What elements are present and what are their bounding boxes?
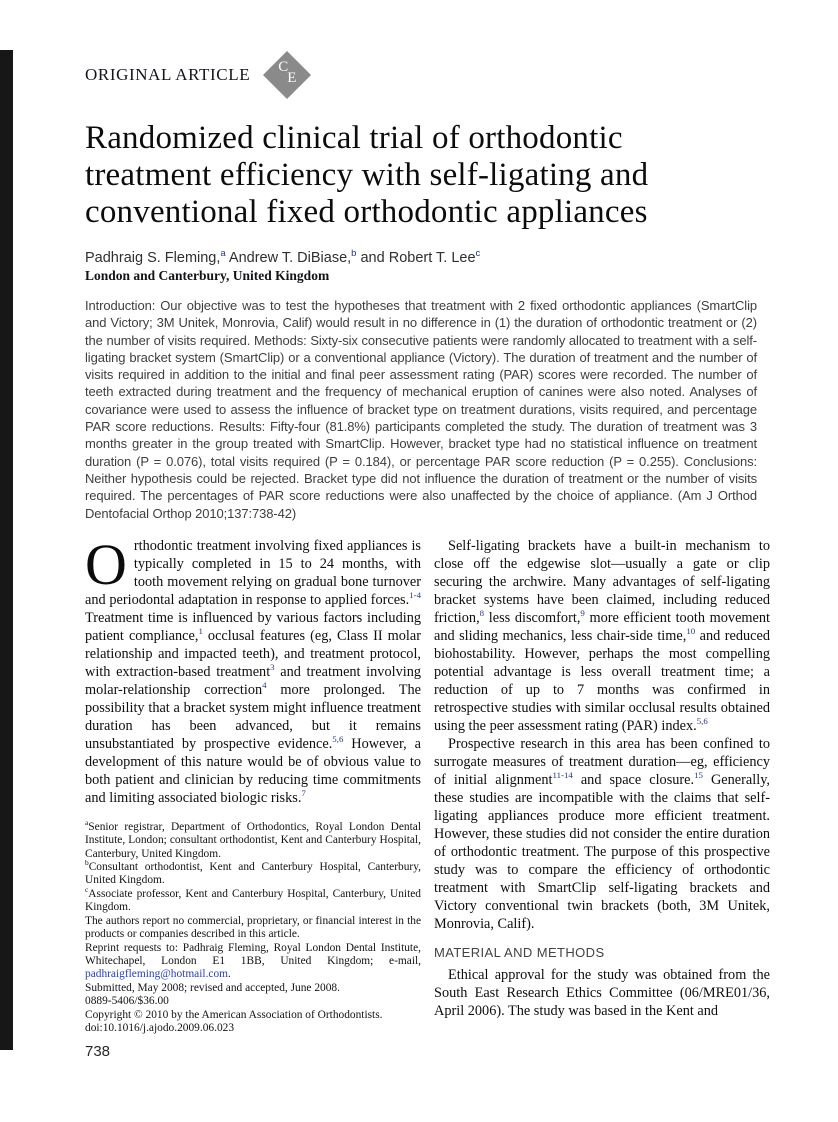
footnote-reprint-requests: Reprint requests to: Padhraig Fleming, Royal London Dental Institute, Whitechapel, London E1 1BB, United Kingdom; e-mail, padhraigfleming@hotmail.com. [85, 941, 421, 981]
footnote-affiliation-b: $^b$Consultant orthodontist, Kent and Canterbury Hospital, Canterbury, United Kingdom. [85, 858, 421, 887]
reference-superscript: 10 [686, 626, 696, 637]
reference-superscript: 3 [270, 662, 275, 673]
left-column [85, 531, 421, 1061]
footnote-affiliation-a: $^a$Senior registrar, Department of Orthodontics, Royal London Dental Institute, London; consultant orthodontist, Kent and Canterbury Hospital, Canterbury, United Kingdom. [85, 818, 421, 860]
intro-paragraph [85, 531, 421, 807]
footnote-copyright: Copyright © 2010 by the American Association of Orthodontists. [85, 1008, 383, 1021]
reference-superscript: 9 [580, 608, 585, 619]
reference-superscript: 1 [198, 626, 203, 637]
author-name: and Robert T. Lee [356, 250, 476, 266]
author-name: Andrew T. DiBiase, [225, 250, 352, 266]
author-affiliation-mark: c [475, 248, 481, 260]
reference-superscript: b [85, 858, 89, 868]
right-column [434, 537, 770, 1061]
body-paragraph-ethical-approval: Ethical approval for the study was obtained from the South East Research Ethics Committee (06/MRE01/36, April 2006). The study was based in the Kent and [434, 966, 770, 1019]
intro-paragraph-text: rthodontic treatment involving fixed appliances is typically completed in 15 to 24 months, with tooth movement relying on gradual bone turnover and periodontal adaptation in response to applied forces.$^{1-4}$ Treatment time is influenced by various factors including patient compliance,$^1$ occlusal features (eg, Class II molar relationship and impacted teeth), and treatment protocol, with extraction-based treatment$^3$ and treatment involving molar-relationship correction$^4$ more prolonged. The possibility that a bracket system might influence treatment duration has been advanced, but it remains unsubstantiated by prospective evidence.$^{5,6}$ However, a development of this nature would be of obvious value to both patient and clinician by reducing time commitments and limiting associated biologic risks.$^7$ [85, 537, 421, 806]
title-line-2: treatment efficiency with self-ligating and [85, 157, 649, 193]
two-column-body [85, 531, 770, 1061]
page-number: 738 [85, 1043, 111, 1061]
reference-superscript: 5,6 [332, 734, 344, 745]
body-paragraph-prospective-research: Prospective research in this area has been confined to surrogate measures of treatment duration—eg, efficiency of initial alignment$^{11-14}$ and space closure.$^{15}$ Generally, these studies are incompatible with the claims that self-ligating appliances produce more efficient treatment. However, these studies did not consider the entire duration of orthodontic treatment. The purpose of this prospective study was to compare the efficiency of orthodontic treatment with SmartClip self-ligating brackets and Victory conventional twin brackets (both, 3M Unitek, Monrovia, Calif). [434, 735, 770, 932]
ce-letter-e: E [287, 70, 297, 86]
footnote-doi: doi:10.1016/j.ajodo.2009.06.023 [85, 1021, 235, 1034]
page-title [85, 120, 770, 231]
article-type-label: ORIGINAL ARTICLE [85, 65, 251, 84]
drop-cap: O [85, 531, 127, 597]
reference-superscript: 1-4 [409, 590, 421, 601]
author-name: Padhraig S. Fleming, [85, 250, 221, 266]
affiliation-line: London and Canterbury, United Kingdom [85, 268, 330, 283]
email-link[interactable]: padhraigfleming@hotmail.com [85, 968, 229, 981]
reference-superscript: 7 [301, 788, 306, 799]
reference-superscript: 5,6 [696, 716, 708, 727]
reference-superscript: c [85, 885, 89, 895]
author-affiliation-mark: a [220, 248, 226, 260]
abstract-paragraph: Introduction: Our objective was to test the hypotheses that treatment with 2 fixed orthodontic appliances (SmartClip and Victory; 3M Unitek, Monrovia, Calif) would result in no difference in (1) the duration of orthodontic treatment or (2) the number of visits required. Methods: Sixty-six consecutive patients were randomly allocated to treatment with a self-ligating bracket system (SmartClip) or a conventional appliance (Victory). The duration of treatment and the number of visits required in addition to the initial and final peer assessment rating (PAR) scores were recorded. The number of teeth extracted during treatment and the frequency of mechanical eruption of canines were also noted. Analyses of covariance were used to assess the influence of bracket type on treatment durations, visits required, and percentage PAR score reductions. Results: Fifty-four (81.8%) participants completed the study. The duration of treatment was 3 months greater in the group treated with SmartClip. However, bracket type had no statistical influence on treatment duration (P = 0.076), total visits required (P = 0.184), or percentage PAR score reduction (P = 0.255). Conclusions: Neither hypothesis could be rejected. Bracket type did not influence the duration of treatment or the number of visits required. The percentages of PAR score reductions were also unaffected by the choice of appliance. (Am J Orthod Dentofacial Orthop 2010;137:738-42) [85, 298, 757, 521]
reference-superscript: 15 [694, 770, 703, 781]
reference-superscript: 11-14 [552, 770, 573, 781]
journal-page [0, 50, 838, 1060]
footnote-issn-price: 0889-5406/$36.00 [85, 995, 169, 1008]
author-affiliation-mark: b [351, 248, 357, 260]
ce-credit-icon [262, 50, 312, 100]
section-heading-material-and-methods: MATERIAL AND METHODS [434, 944, 605, 960]
footnote-block [85, 818, 421, 1036]
title-line-3: conventional fixed orthodontic appliances [85, 194, 648, 230]
footnote-submission-dates: Submitted, May 2008; revised and accepted, June 2008. [85, 981, 340, 994]
title-line-1: Randomized clinical trial of orthodontic [85, 120, 623, 156]
reference-superscript: 4 [262, 680, 267, 691]
reference-superscript: a [85, 818, 89, 828]
reference-superscript: 8 [479, 608, 485, 619]
footnote-affiliation-c: $^c$Associate professor, Kent and Canterbury Hospital, Canterbury, United Kingdom. [85, 885, 421, 914]
author-line [85, 250, 770, 266]
article-header [85, 50, 770, 100]
footnote-disclosure: The authors report no commercial, proprietary, or financial interest in the products or companies described in this article. [85, 914, 421, 941]
body-paragraph-self-ligating: Self-ligating brackets have a built-in mechanism to close off the edgewise slot—usually a gate or clip securing the archwire. Many advantages of self-ligating bracket systems have been claimed, including reduced friction,$^8$ less discomfort,$^9$ more efficient tooth movement and sliding mechanics, less chair-side time,$^{10}$ and reduced biohostability. However, perhaps the most compelling potential advantage is less overall treatment time; a reduction of up to 7 months was confirmed in retrospective studies with similar occlusal results obtained using the peer assessment rating (PAR) index.$^{5,6}$ [434, 537, 770, 734]
ce-letter-c: C [278, 59, 289, 75]
